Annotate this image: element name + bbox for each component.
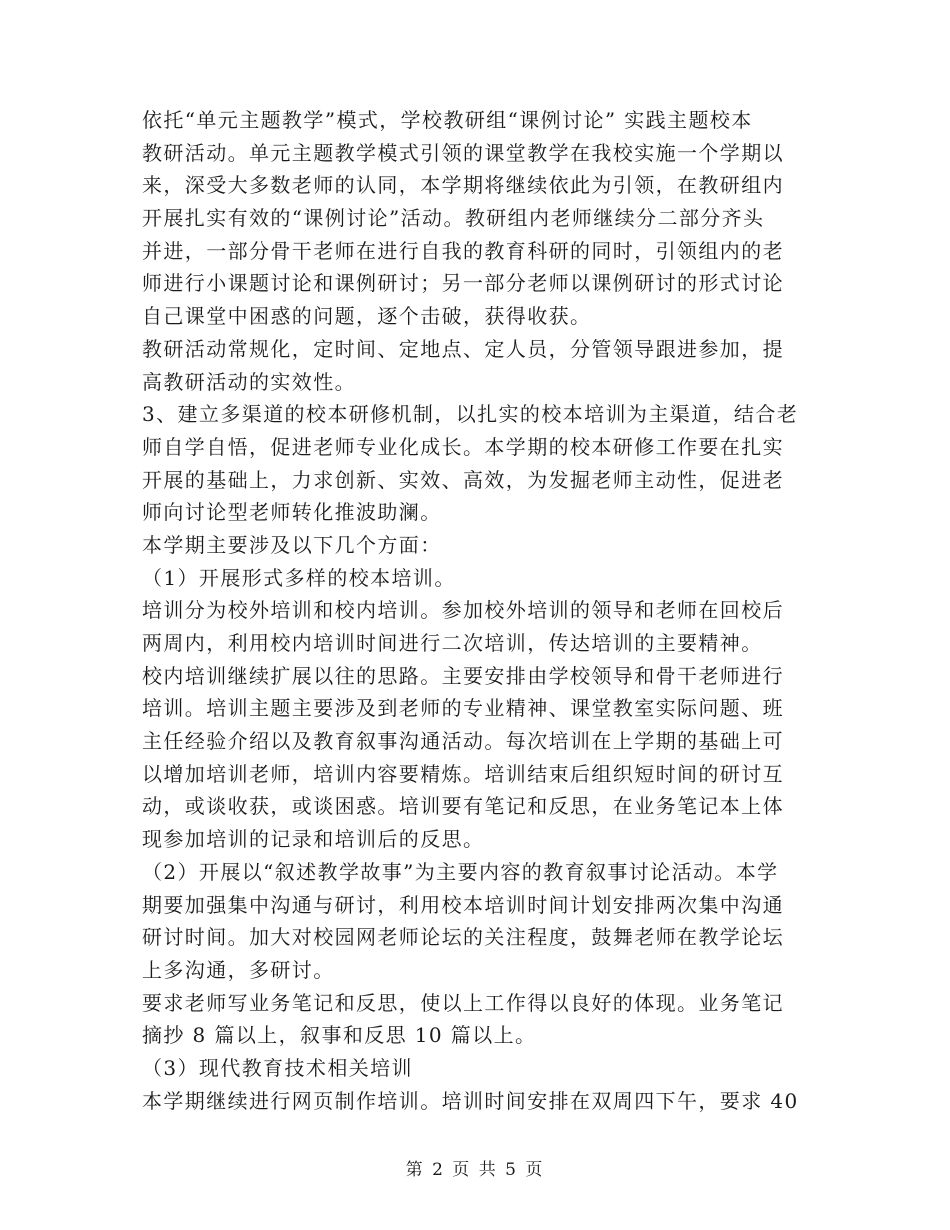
text-line: 现参加培训的记录和培训后的反思。: [142, 827, 485, 852]
text-line: 上多沟通，多研讨。: [142, 957, 335, 982]
text-line: 主任经验介绍以及教育叙事沟通活动。每次培训在上学期的基础上可: [142, 729, 784, 754]
text-line: 动，或谈收获，或谈困惑。培训要有笔记和反思，在业务笔记本上体: [142, 794, 784, 819]
text-line: 开展的基础上，力求创新、实效、高效，为发掘老师主动性，促进老: [142, 467, 784, 492]
text-line: 师自学自悟，促进老师专业化成长。本学期的校本研修工作要在扎实: [142, 434, 784, 459]
text-line: 摘抄 8 篇以上，叙事和反思 10 篇以上。: [142, 1023, 537, 1048]
text-line: （1）开展形式多样的校本培训。: [142, 565, 456, 590]
text-line: 要求老师写业务笔记和反思，使以上工作得以良好的体现。业务笔记: [142, 990, 784, 1015]
text-line: 自己课堂中困惑的问题，逐个击破，获得收获。: [142, 304, 592, 329]
text-line: 依托“单元主题教学”模式，学校教研组“课例讨论” 实践主题校本: [142, 108, 753, 132]
text-line: 本学期继续进行网页制作培训。培训时间安排在双周四下午，要求 40: [142, 1088, 799, 1113]
text-line: 期要加强集中沟通与研讨，利用校本培训时间计划安排两次集中沟通: [142, 892, 784, 917]
text-line: 师向讨论型老师转化推波助澜。: [142, 500, 442, 525]
text-line: 3、建立多渠道的校本研修机制，以扎实的校本培训为主渠道，结合老: [142, 402, 799, 427]
text-line: 培训分为校外培训和校内培训。参加校外培训的领导和老师在回校后: [142, 598, 784, 623]
text-line: 培训。培训主题主要涉及到老师的专业精神、课堂教室实际问题、班: [142, 696, 784, 721]
text-line: 校内培训继续扩展以往的思路。主要安排由学校领导和骨干老师进行: [142, 663, 784, 688]
text-line: 以增加培训老师，培训内容要精炼。培训结束后组织短时间的研讨互: [142, 761, 784, 786]
text-line: 教研活动。单元主题教学模式引领的课堂教学在我校实施一个学期以: [142, 140, 784, 165]
text-line: 教研活动常规化，定时间、定地点、定人员，分管领导跟进参加，提: [142, 336, 784, 361]
text-line: （3）现代教育技术相关培训: [142, 1055, 413, 1080]
text-line: 研讨时间。加大对校园网老师论坛的关注程度，鼓舞老师在教学论坛: [142, 925, 784, 950]
text-line: 本学期主要涉及以下几个方面：: [142, 532, 442, 557]
page-footer: 第 2 页 共 5 页: [405, 1160, 545, 1180]
text-line: 来，深受大多数老师的认同，本学期将继续依此为引领，在教研组内: [142, 173, 784, 198]
text-line: （2）开展以“叙述教学故事”为主要内容的教育叙事讨论活动。本学: [142, 859, 779, 884]
text-line: 高教研活动的实效性。: [142, 369, 356, 394]
text-line: 师进行小课题讨论和课例研讨；另一部分老师以课例研讨的形式讨论: [142, 271, 784, 296]
text-line: 并进，一部分骨干老师在进行自我的教育科研的同时，引领组内的老: [142, 238, 784, 263]
text-line: 开展扎实有效的“课例讨论”活动。教研组内老师继续分二部分齐头: [142, 206, 765, 231]
text-line: 两周内，利用校内培训时间进行二次培训，传达培训的主要精神。: [142, 631, 763, 655]
document-body: [142, 104, 812, 1117]
